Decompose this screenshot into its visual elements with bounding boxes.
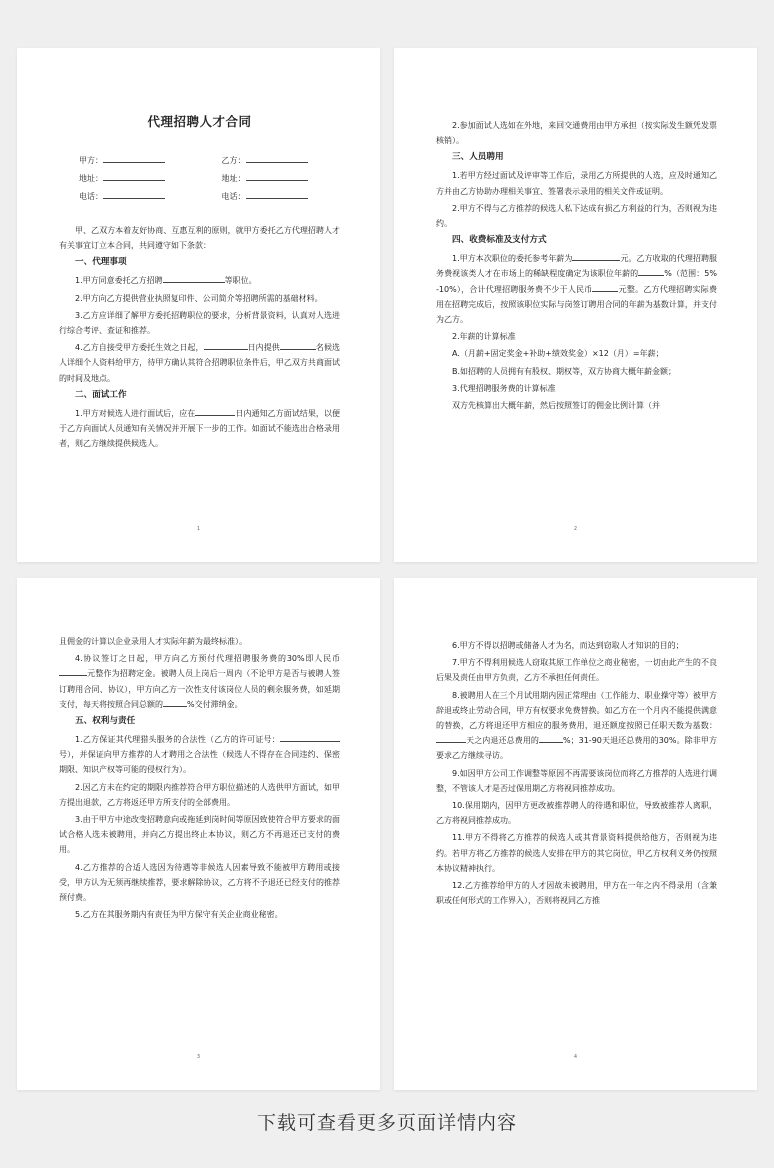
document-page-4: [394, 578, 757, 1090]
clause-text: %交付滞纳金。: [187, 699, 243, 709]
party-info-grid: [79, 154, 340, 203]
party-a-name-row: [79, 154, 198, 167]
blank-line: [103, 172, 165, 181]
party-b-address-label: 地址：: [221, 174, 246, 183]
blank-line: [163, 274, 225, 283]
blank-line: [195, 407, 235, 416]
blank-line: [280, 341, 316, 350]
party-a-phone-label: 电话：: [79, 192, 103, 201]
section-heading: 一、代理事项: [75, 257, 127, 268]
clause-text: 1.甲方本次职位的委托参考年薪为: [452, 254, 573, 264]
clause-paragraph: [436, 251, 717, 327]
clause-paragraph: 9.如因甲方公司工作调整等原因不再需要该岗位而将乙方推荐的人选进行调整，不管该人才是否过保用期乙方将视同推荐成功。: [436, 768, 717, 793]
blank-line: [163, 698, 187, 707]
blank-line: [103, 190, 165, 199]
clause-paragraph: [59, 406, 340, 452]
clause-paragraph: 1.若甲方经过面试及评审等工作后，录用乙方所提供的人选，应及时通知乙方并由乙方协助办理相关事宜、签署表示录用的相关文件或证明。: [436, 171, 717, 196]
clause-paragraph: 12.乙方推荐给甲方的人才因故未被聘用，甲方在一年之内不得录用（含兼职或任何形式的工作界入），否则将视同乙方推: [436, 881, 717, 906]
clause-text: 天之内退还总费用的: [466, 736, 540, 746]
clause-paragraph: [59, 340, 340, 386]
clause-text: 号），并保证向甲方推荐的人才聘用之合法性（候选人不得存在合同违约、保密期限、知识产权等可能的侵权行为）。: [59, 750, 340, 775]
clause-paragraph: [59, 732, 340, 778]
clause-paragraph: 且佣金的计算以企业录用人才实际年薪为最终标准）。: [59, 637, 247, 646]
party-a-phone-row: [79, 190, 198, 203]
page-number: 3: [196, 1054, 201, 1060]
clause-text: 元整。乙方代理招聘实际费用在招聘完成后，按照该职位实际与岗签订聘用合同的年薪为基数计算，并支付为乙方。: [436, 284, 717, 325]
blank-line: [59, 667, 87, 676]
blank-line: [638, 267, 664, 276]
clause-paragraph: 2.甲方向乙方提供营业执照复印件、公司简介等招聘所需的基础材料。: [75, 293, 323, 303]
clause-text: 4.协议签订之日起，甲方向乙方预付代理招聘服务费的30%即人民币: [75, 654, 340, 664]
blank-line: [572, 252, 620, 261]
party-b-name-row: [222, 154, 341, 167]
blank-line: [246, 190, 308, 199]
clause-paragraph: 2.参加面试人选如在外地，来回交通费用由甲方承担（按实际发生额凭发票核销）。: [436, 121, 717, 146]
page-number: 1: [196, 526, 201, 532]
section-heading: 四、收费标准及支付方式: [452, 235, 547, 246]
clause-text: 元整作为招聘定金。被聘人员上岗后一周内（不论甲方是否与被聘人签订聘用合同、协议），甲方向乙方一次性支付该岗位人员的剩余服务费，如延期支付，每天将按照合同总额的: [59, 669, 340, 709]
clause-text: 日内通知乙方面试结果，以便于乙方向面试人员通知有关情况并开展下一步的工作。如面试不能选出合格录用者，则乙方继续提供候选人。: [59, 408, 341, 449]
blank-line: [103, 154, 165, 163]
clause-text: 名候选人详细个人资料给甲方，待甲方确认其符合招聘职位条件后，甲乙双方共商面试的时间及地点。: [59, 343, 341, 383]
clause-paragraph: 双方先核算出大概年薪，然后按照签订的佣金比例计算（并: [452, 401, 660, 411]
blank-line: [204, 341, 248, 350]
blank-line: [246, 154, 308, 163]
clause-paragraph: 2.因乙方未在约定的期限内推荐符合甲方职位描述的人选供甲方面试，如甲方提出退款，乙方将返还甲方所支付的全部费用。: [59, 782, 340, 807]
party-b-address-row: [222, 172, 341, 185]
party-b-name-label: 乙方：: [221, 156, 246, 165]
blank-line: [280, 733, 340, 742]
document-page-3: [17, 578, 380, 1090]
section-heading: 五、权利与责任: [75, 716, 136, 727]
clause-paragraph: 10.保用期内，因甲方更改被推荐聘人的待遇和职位，导致被推荐人离职，乙方将视同推荐成功。: [436, 801, 717, 826]
clause-text: %；31-90天退还总费用的30%。除非甲方要求乙方继续寻访。: [436, 736, 717, 761]
party-a-address-label: 地址：: [79, 174, 103, 183]
clause-paragraph: [59, 651, 340, 712]
download-more-banner[interactable]: 下载可查看更多页面详情内容: [256, 1112, 517, 1134]
clause-paragraph: 2.年薪的计算标准: [452, 332, 516, 342]
clause-paragraph: 2.甲方不得与乙方推荐的候选人私下达成有损乙方利益的行为，否则视为违约。: [436, 203, 717, 229]
clause-paragraph: [436, 688, 717, 764]
section-heading: 三、人员聘用: [452, 152, 504, 163]
clause-text: 元。乙方收取的代理招聘服务费视该类人才在市场上的稀缺程度确定为该职位年薪的: [436, 254, 717, 279]
clause-paragraph: 3.乙方应详细了解甲方委托招聘职位的要求，分析背景资料，认真对人选进行综合考评、查证和推荐。: [59, 310, 340, 336]
clause-text: %（范围：5%-10%），合计代理招聘服务费不少于人民币: [436, 269, 717, 294]
clause-text: 1.乙方保证其代理猎头服务的合法性（乙方的许可证号：: [75, 735, 280, 745]
clause-paragraph: A.（月薪+固定奖金+补助+绩效奖金）×12（月）=年薪；: [452, 349, 664, 359]
clause-paragraph: 4.乙方推荐的合适人选因为待遇等非候选人因素导致不能被甲方聘用或接受，甲方认为无须再继续推荐，要求解除协议，乙方将不予退还已经支付的推荐预付费。: [59, 862, 340, 903]
clause-paragraph: 6.甲方不得以招聘或储备人才为名，而达到窃取人才知识的目的；: [452, 641, 684, 650]
page-number: 2: [573, 526, 578, 532]
party-b-phone-label: 电话：: [221, 192, 246, 201]
blank-line: [436, 734, 466, 743]
blank-line: [539, 734, 563, 743]
clause-paragraph: 3.代理招聘服务费的计算标准: [452, 383, 556, 393]
document-page-1: [17, 48, 380, 562]
blank-line: [592, 283, 618, 292]
page-number: 4: [573, 1054, 578, 1060]
clause-paragraph: 3.由于甲方中途改变招聘意向或拖延到岗时间等原因致使符合甲方要求的面试合格人选未被聘用，并向乙方提出终止本协议，则乙方不再退还已支付的费用。: [59, 815, 340, 855]
clause-text: 1.甲方同意委托乙方招聘: [75, 276, 163, 286]
clause-text: 8.被聘用人在三个月试用期内因正常理由（工作能力、职业操守等）被甲方辞退或终止劳动合同，甲方有权要求免费替换。如乙方在一个月内不能提供满意的替换，乙方将退还甲方相应的服务费用，退还额度按照已任职天数为基数：: [436, 690, 717, 731]
clause-paragraph: 5.乙方在其服务期内有责任为甲方保守有关企业商业秘密。: [75, 910, 283, 920]
clause-paragraph: B.如招聘的人员拥有有股权、期权等，双方协商大概年薪金额；: [452, 366, 677, 376]
clause-text: 4.乙方自接受甲方委托生效之日起，: [75, 343, 204, 353]
clause-paragraph: [59, 273, 340, 288]
blank-line: [246, 172, 308, 181]
party-a-name-label: 甲方：: [79, 156, 103, 165]
clause-paragraph: 11.甲方不得将乙方推荐的候选人或其背景资料提供给他方，否则视为违约。若甲方将乙方推荐的候选人安排在甲方的其它岗位，甲乙方权利义务仍按照本协议精神执行。: [436, 833, 717, 873]
clause-text: 日内提供: [247, 343, 280, 353]
clause-paragraph: 7.甲方不得利用候选人窃取其原工作单位之商业秘密，一切由此产生的不良后果及责任由甲方负责，乙方不承担任何责任。: [436, 658, 717, 683]
clause-text: 等职位。: [224, 276, 257, 286]
document-page-2: [394, 48, 757, 562]
party-a-address-row: [79, 172, 198, 185]
clause-text: 1.甲方对候选人进行面试后，应在: [75, 408, 196, 418]
intro-paragraph: 甲、乙双方本着友好协商、互惠互利的原则，就甲方委托乙方代理招聘人才有关事宜订立本合同，共同遵守如下条款：: [59, 226, 340, 251]
page-title: 代理招聘人才合同: [147, 114, 252, 129]
party-b-phone-row: [222, 190, 341, 203]
section-heading: 二、面试工作: [75, 389, 127, 400]
